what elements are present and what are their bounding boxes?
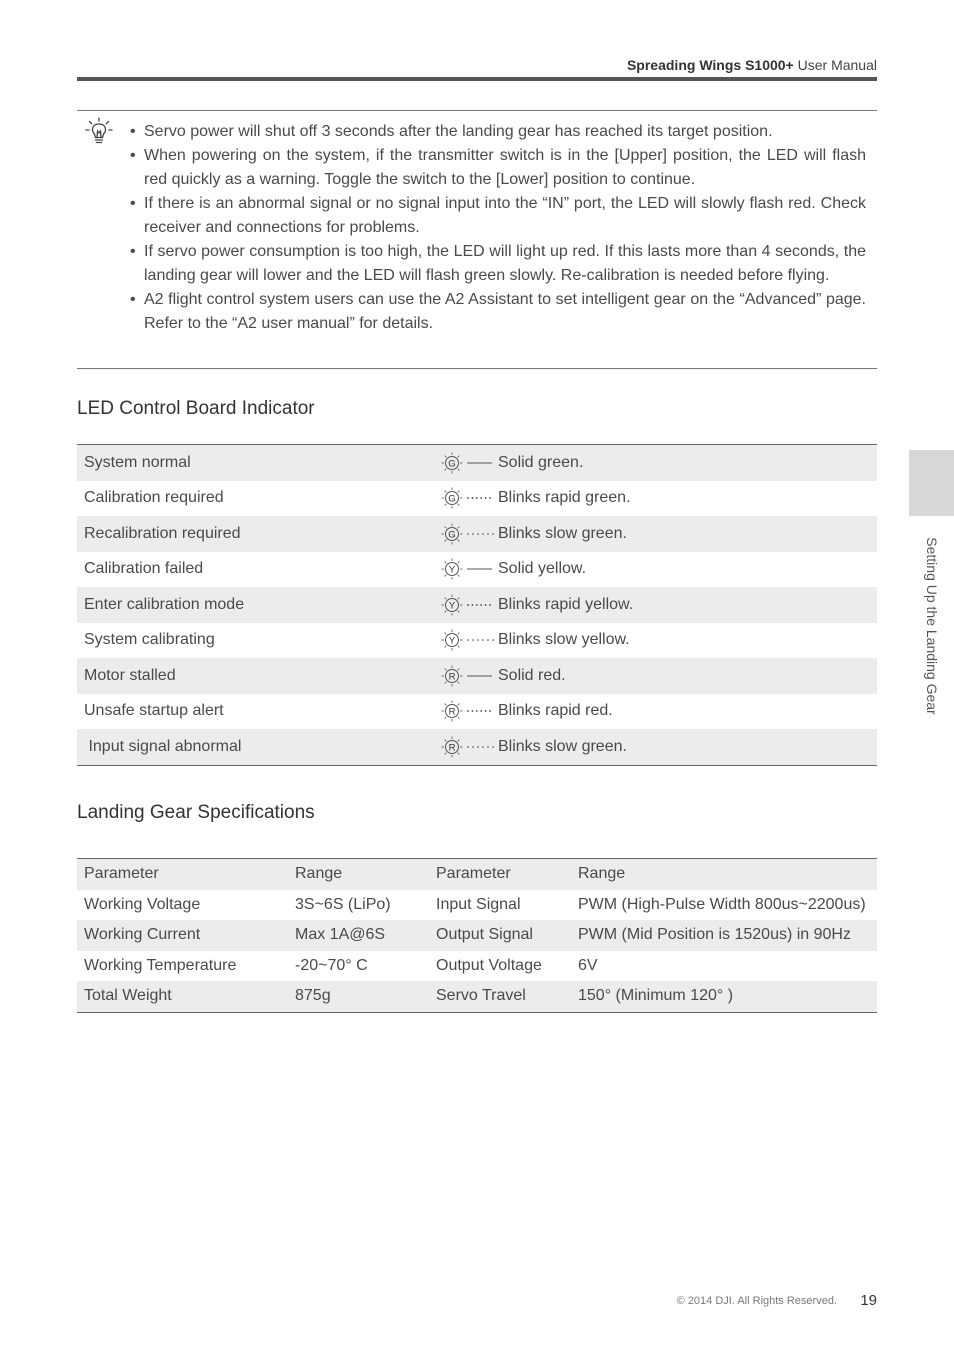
- spec-table: [77, 858, 877, 1013]
- spec-row: [77, 951, 877, 982]
- led-row: [77, 694, 877, 730]
- led-state: [440, 628, 630, 652]
- led-section-title: LED Control Board Indicator: [77, 398, 315, 419]
- tip-item: • Servo power will shut off 3 seconds after the landing gear has reached its target position.: [128, 120, 866, 144]
- tip-item: • When powering on the system, if the transmitter switch is in the [Upper] position, the LED will flash red quickly as a warning. Toggle the switch to the [Lower] position to continue.: [128, 144, 866, 192]
- spec-cell: Servo Travel: [436, 987, 526, 1005]
- led-state-text: Solid yellow.: [498, 560, 587, 578]
- tip-item: • If servo power consumption is too high, the LED will light up red. If this lasts more than 4 seconds, the landing gear will lower and the LED will flash green slowly. Re-calibration is needed before flying.: [128, 240, 866, 288]
- led-state: [440, 557, 586, 581]
- led-status-label: Calibration required: [84, 489, 224, 507]
- led-row: [77, 658, 877, 694]
- side-tab-label: Setting Up the Landing Gear: [924, 537, 940, 715]
- led-letter: Y: [448, 564, 456, 576]
- led-g-icon: [440, 522, 464, 546]
- spec-header-row: [77, 859, 877, 890]
- led-r-icon: [440, 735, 464, 759]
- led-g-icon: [440, 451, 464, 475]
- spec-cell: PWM (Mid Position is 1520us) in 90Hz: [578, 926, 851, 944]
- led-state-text: Solid red.: [498, 666, 566, 684]
- led-letter: G: [448, 493, 456, 505]
- spec-row: [77, 981, 877, 1012]
- spec-cell: Output Voltage: [436, 956, 542, 974]
- led-status-label: System normal: [84, 453, 191, 471]
- led-letter: R: [448, 706, 456, 718]
- led-state: [440, 735, 627, 759]
- led-status-label: Unsafe startup alert: [84, 702, 224, 720]
- spec-cell: 150° (Minimum 120° ): [578, 987, 734, 1005]
- header-rule: [77, 77, 877, 81]
- rapid-pattern-icon: [466, 602, 494, 608]
- led-y-icon: [440, 593, 464, 617]
- spec-cell: Total Weight: [84, 987, 172, 1005]
- spec-header-cell: Parameter: [436, 865, 511, 883]
- led-row: [77, 445, 877, 481]
- side-tab: [909, 450, 954, 516]
- led-status-label: Enter calibration mode: [84, 595, 245, 613]
- spec-header-cell: Range: [295, 865, 343, 883]
- spec-cell: Working Voltage: [84, 895, 201, 913]
- led-row: [77, 516, 877, 552]
- led-state-text: Blinks rapid green.: [498, 489, 631, 507]
- rapid-pattern-icon: [466, 708, 494, 714]
- spec-cell: 875g: [295, 987, 331, 1005]
- rapid-pattern-icon: [466, 495, 494, 501]
- led-state-text: Blinks rapid red.: [498, 702, 613, 720]
- spec-section-title: Landing Gear Specifications: [77, 802, 315, 823]
- led-letter: G: [448, 529, 456, 541]
- solid-pattern-icon: [466, 673, 494, 679]
- slow-pattern-icon: [466, 637, 494, 643]
- led-letter: R: [448, 671, 456, 683]
- spec-row: [77, 890, 877, 921]
- spec-header-cell: Range: [578, 865, 626, 883]
- spec-cell: PWM (High-Pulse Width 800us~2200us): [578, 895, 866, 913]
- copyright: © 2014 DJI. All Rights Reserved.: [676, 1295, 837, 1307]
- spec-cell: 6V: [578, 956, 598, 974]
- led-indicator-table: [77, 444, 877, 766]
- spec-cell: Max 1A@6S: [295, 926, 386, 944]
- spec-row: [77, 920, 877, 951]
- led-state-text: Blinks slow green.: [498, 524, 627, 542]
- led-letter: Y: [448, 635, 456, 647]
- led-state: [440, 522, 627, 546]
- tip-item: • If there is an abnormal signal or no signal input into the “IN” port, the LED will slowly flash red. Check receiver and connections for problems.: [128, 192, 866, 240]
- slow-pattern-icon: [466, 744, 494, 750]
- doc-type: User Manual: [797, 57, 877, 73]
- slow-pattern-icon: [466, 531, 494, 537]
- led-row: [77, 729, 877, 765]
- led-letter: R: [448, 742, 456, 754]
- page-number: 19: [860, 1292, 877, 1309]
- led-y-icon: [440, 557, 464, 581]
- led-state: [440, 593, 633, 617]
- led-row: [77, 587, 877, 623]
- spec-cell: 3S~6S (LiPo): [295, 895, 391, 913]
- led-state-text: Blinks slow yellow.: [498, 631, 630, 649]
- led-letter: G: [448, 458, 456, 470]
- lightbulb-icon: [85, 117, 113, 147]
- tips-box: [77, 110, 877, 369]
- led-status-label: System calibrating: [84, 631, 215, 649]
- solid-pattern-icon: [466, 460, 494, 466]
- product-name: Spreading Wings S1000+: [626, 57, 794, 73]
- led-y-icon: [440, 628, 464, 652]
- led-row: [77, 481, 877, 517]
- led-row: [77, 623, 877, 659]
- tips-list: [128, 120, 866, 336]
- led-state-text: Blinks rapid yellow.: [498, 595, 634, 613]
- spec-cell: -20~70° C: [295, 956, 368, 974]
- running-header: [627, 57, 877, 73]
- led-state: [440, 451, 583, 475]
- solid-pattern-icon: [466, 566, 494, 572]
- led-state: [440, 699, 613, 723]
- spec-cell: Input Signal: [436, 895, 521, 913]
- led-state-text: Solid green.: [498, 453, 584, 471]
- spec-cell: Output Signal: [436, 926, 533, 944]
- led-status-label: Recalibration required: [84, 524, 241, 542]
- led-letter: Y: [448, 600, 456, 612]
- led-state-text: Blinks slow green.: [498, 737, 627, 755]
- led-r-icon: [440, 664, 464, 688]
- spec-cell: Working Temperature: [84, 956, 237, 974]
- tip-item: • A2 flight control system users can use the A2 Assistant to set intelligent gear on the “Advanced” page. Refer to the “A2 user manual” for details.: [128, 288, 866, 336]
- led-row: [77, 552, 877, 588]
- led-state: [440, 664, 566, 688]
- led-r-icon: [440, 699, 464, 723]
- led-status-label: Motor stalled: [84, 666, 176, 684]
- led-status-label: Input signal abnormal: [84, 737, 242, 755]
- led-status-label: Calibration failed: [84, 560, 204, 578]
- led-g-icon: [440, 486, 464, 510]
- led-state: [440, 486, 631, 510]
- spec-header-cell: Parameter: [84, 865, 159, 883]
- spec-cell: Working Current: [84, 926, 201, 944]
